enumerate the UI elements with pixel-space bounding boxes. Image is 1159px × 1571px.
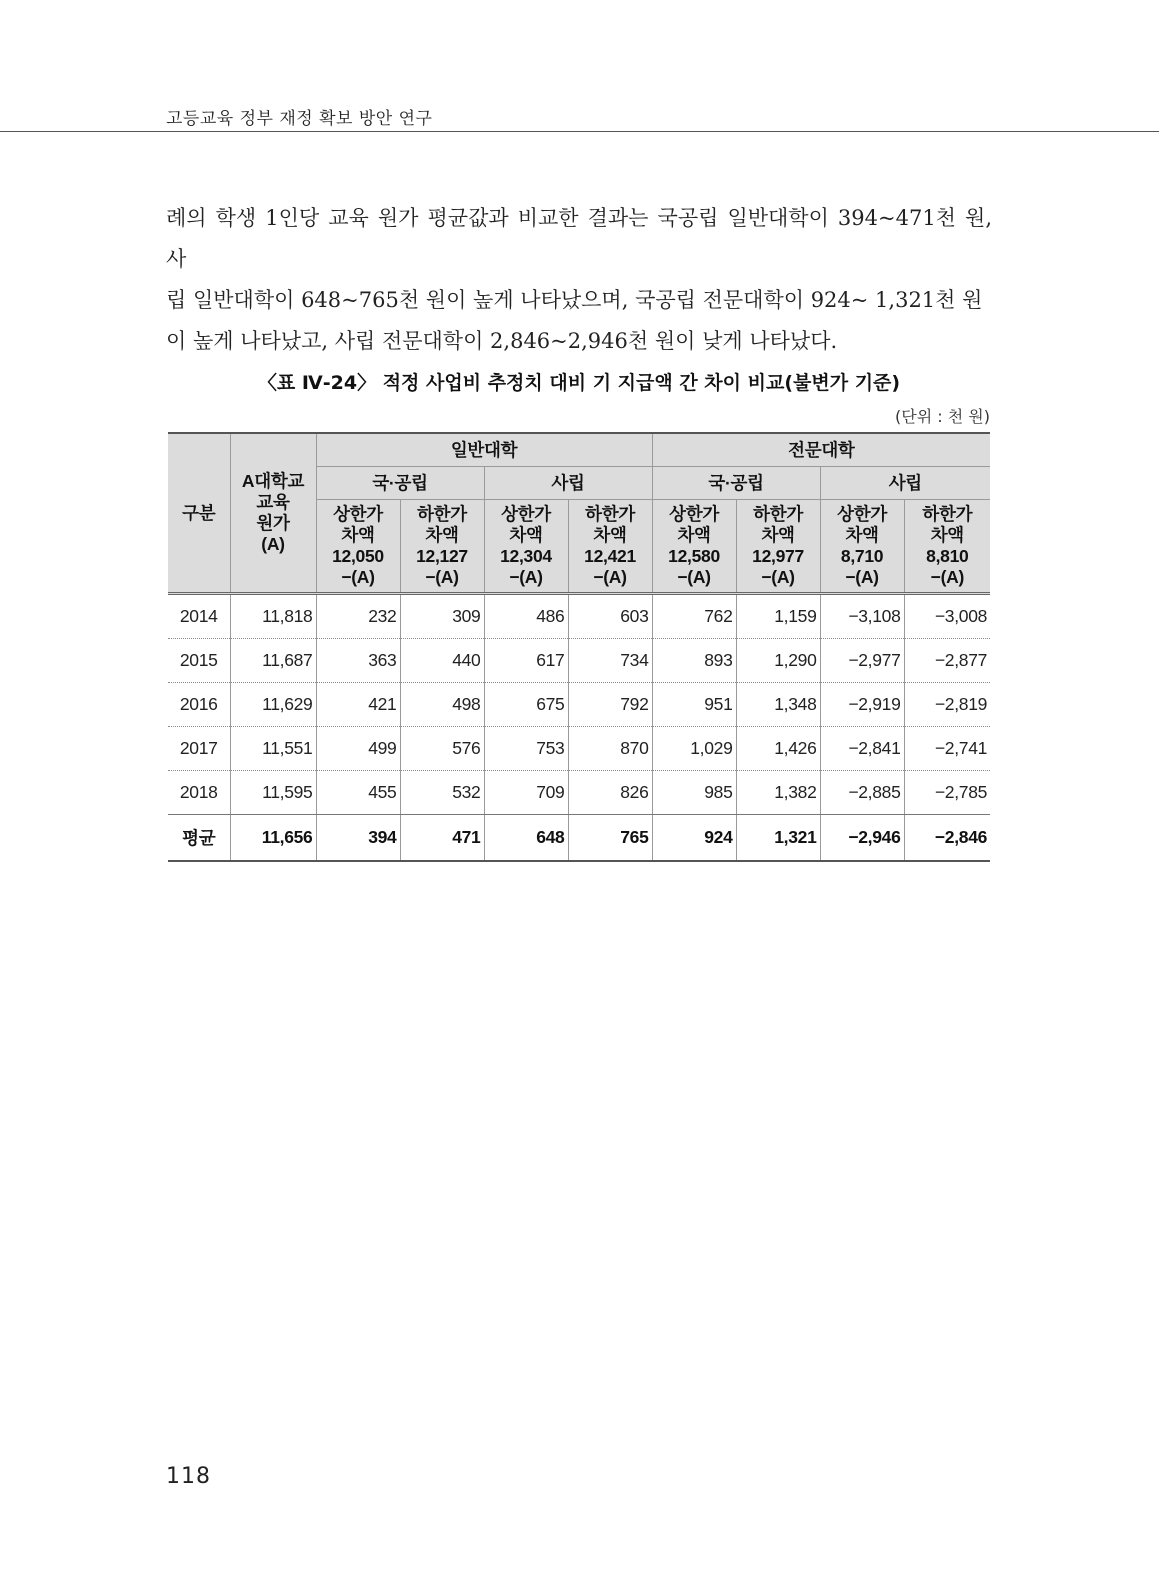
header-line: 하한가 xyxy=(753,504,803,524)
header-line: 차액 xyxy=(761,525,795,545)
header-line: 상한가 xyxy=(669,504,719,524)
header-subgroup: 사립 xyxy=(484,467,652,500)
header-line: (A) xyxy=(261,534,285,554)
table-caption: 〈표 Ⅳ-24〉 적정 사업비 추정치 대비 기 지급액 간 차이 비교(불변가 기준) xyxy=(257,372,901,394)
value-cell: 1,348 xyxy=(736,683,820,727)
value-cell: 394 xyxy=(316,815,400,862)
column-header xyxy=(652,500,736,594)
header-line: 교육 xyxy=(256,492,290,512)
value-cell: 499 xyxy=(316,727,400,771)
header-line: −(A) xyxy=(845,567,879,587)
header-line: 8,710 xyxy=(840,546,884,566)
column-header xyxy=(904,500,990,594)
a-cost-cell: 11,656 xyxy=(230,815,316,862)
value-cell: 471 xyxy=(400,815,484,862)
column-header xyxy=(316,500,400,594)
value-cell: −2,919 xyxy=(820,683,904,727)
page-number: 118 xyxy=(166,1464,211,1489)
value-cell: 1,029 xyxy=(652,727,736,771)
value-cell: 762 xyxy=(652,594,736,639)
year-cell: 2016 xyxy=(168,683,230,727)
header-line: 12,304 xyxy=(500,546,552,566)
header-subgroup: 국·공립 xyxy=(316,467,484,500)
body-paragraph xyxy=(166,198,992,362)
value-cell: 924 xyxy=(652,815,736,862)
column-header xyxy=(568,500,652,594)
a-cost-cell: 11,595 xyxy=(230,771,316,815)
header-line: −(A) xyxy=(509,567,543,587)
header-line: 상한가 xyxy=(333,504,383,524)
header-a-cost xyxy=(230,433,316,594)
value-cell: 363 xyxy=(316,639,400,683)
header-line: −(A) xyxy=(761,567,795,587)
header-line: −(A) xyxy=(677,567,711,587)
value-cell: −2,846 xyxy=(904,815,990,862)
average-label: 평균 xyxy=(168,815,230,862)
body-line: 립 일반대학이 648~765천 원이 높게 나타났으며, 국공립 전문대학이 924~ 1,321천 원 xyxy=(166,288,983,312)
value-cell: 985 xyxy=(652,771,736,815)
value-cell: 951 xyxy=(652,683,736,727)
header-line: 차액 xyxy=(593,525,627,545)
a-cost-cell: 11,629 xyxy=(230,683,316,727)
a-cost-cell: 11,818 xyxy=(230,594,316,639)
header-line: 12,580 xyxy=(668,546,720,566)
header-line: 12,050 xyxy=(332,546,384,566)
a-cost-cell: 11,687 xyxy=(230,639,316,683)
header-line: −(A) xyxy=(425,567,459,587)
value-cell: 893 xyxy=(652,639,736,683)
value-cell: −2,741 xyxy=(904,727,990,771)
value-cell: 734 xyxy=(568,639,652,683)
header-line: 12,977 xyxy=(752,546,804,566)
value-cell: 617 xyxy=(484,639,568,683)
header-group-general: 일반대학 xyxy=(316,433,652,467)
value-cell: 870 xyxy=(568,727,652,771)
value-cell: 421 xyxy=(316,683,400,727)
running-header: 고등교육 정부 재정 확보 방안 연구 xyxy=(166,109,433,129)
header-subgroup: 사립 xyxy=(820,467,990,500)
header-line: 차액 xyxy=(845,525,879,545)
value-cell: 455 xyxy=(316,771,400,815)
header-line: 상한가 xyxy=(837,504,887,524)
value-cell: −2,877 xyxy=(904,639,990,683)
value-cell: 826 xyxy=(568,771,652,815)
column-header xyxy=(484,500,568,594)
value-cell: 753 xyxy=(484,727,568,771)
value-cell: 498 xyxy=(400,683,484,727)
value-cell: 765 xyxy=(568,815,652,862)
value-cell: 440 xyxy=(400,639,484,683)
header-group-junior: 전문대학 xyxy=(652,433,990,467)
comparison-table xyxy=(168,432,990,862)
header-subgroup: 국·공립 xyxy=(652,467,820,500)
table-row xyxy=(168,594,990,639)
header-line: 하한가 xyxy=(585,504,635,524)
year-cell: 2017 xyxy=(168,727,230,771)
value-cell: 309 xyxy=(400,594,484,639)
header-line: 12,421 xyxy=(584,546,636,566)
value-cell: −2,819 xyxy=(904,683,990,727)
header-line: 하한가 xyxy=(417,504,467,524)
value-cell: 648 xyxy=(484,815,568,862)
average-row xyxy=(168,815,990,862)
value-cell: −2,946 xyxy=(820,815,904,862)
header-line: 차액 xyxy=(930,525,964,545)
header-line: 차액 xyxy=(425,525,459,545)
header-line: 12,127 xyxy=(416,546,468,566)
value-cell: 675 xyxy=(484,683,568,727)
value-cell: 576 xyxy=(400,727,484,771)
header-line: A대학교 xyxy=(241,471,305,491)
value-cell: −3,008 xyxy=(904,594,990,639)
header-line: 8,810 xyxy=(926,546,969,566)
year-cell: 2018 xyxy=(168,771,230,815)
value-cell: −2,785 xyxy=(904,771,990,815)
column-header xyxy=(820,500,904,594)
header-line: 하한가 xyxy=(922,504,973,524)
table-row xyxy=(168,683,990,727)
column-header xyxy=(400,500,484,594)
header-line: −(A) xyxy=(930,567,964,587)
header-line: 차액 xyxy=(341,525,375,545)
header-line: 차액 xyxy=(677,525,711,545)
value-cell: 232 xyxy=(316,594,400,639)
table-row xyxy=(168,727,990,771)
value-cell: −3,108 xyxy=(820,594,904,639)
header-rule xyxy=(0,131,1159,132)
value-cell: 1,426 xyxy=(736,727,820,771)
value-cell: 603 xyxy=(568,594,652,639)
header-line: 원가 xyxy=(256,513,290,533)
value-cell: 1,159 xyxy=(736,594,820,639)
body-line: 례의 학생 1인당 교육 원가 평균값과 비교한 결과는 국공립 일반대학이 394~471천 원, 사 xyxy=(166,206,992,271)
header-category: 구분 xyxy=(168,433,230,594)
value-cell: 486 xyxy=(484,594,568,639)
value-cell: 1,321 xyxy=(736,815,820,862)
table-row xyxy=(168,639,990,683)
table-row xyxy=(168,771,990,815)
header-line: −(A) xyxy=(593,567,627,587)
header-line: −(A) xyxy=(341,567,375,587)
value-cell: −2,841 xyxy=(820,727,904,771)
value-cell: −2,885 xyxy=(820,771,904,815)
value-cell: 532 xyxy=(400,771,484,815)
body-line: 이 높게 나타났고, 사립 전문대학이 2,846~2,946천 원이 낮게 나타났다. xyxy=(166,329,838,353)
a-cost-cell: 11,551 xyxy=(230,727,316,771)
year-cell: 2015 xyxy=(168,639,230,683)
header-line: 차액 xyxy=(509,525,543,545)
value-cell: 1,382 xyxy=(736,771,820,815)
unit-note: (단위 : 천 원) xyxy=(895,407,990,426)
value-cell: 709 xyxy=(484,771,568,815)
value-cell: 1,290 xyxy=(736,639,820,683)
value-cell: 792 xyxy=(568,683,652,727)
header-line: 상한가 xyxy=(501,504,551,524)
value-cell: −2,977 xyxy=(820,639,904,683)
year-cell: 2014 xyxy=(168,594,230,639)
column-header xyxy=(736,500,820,594)
